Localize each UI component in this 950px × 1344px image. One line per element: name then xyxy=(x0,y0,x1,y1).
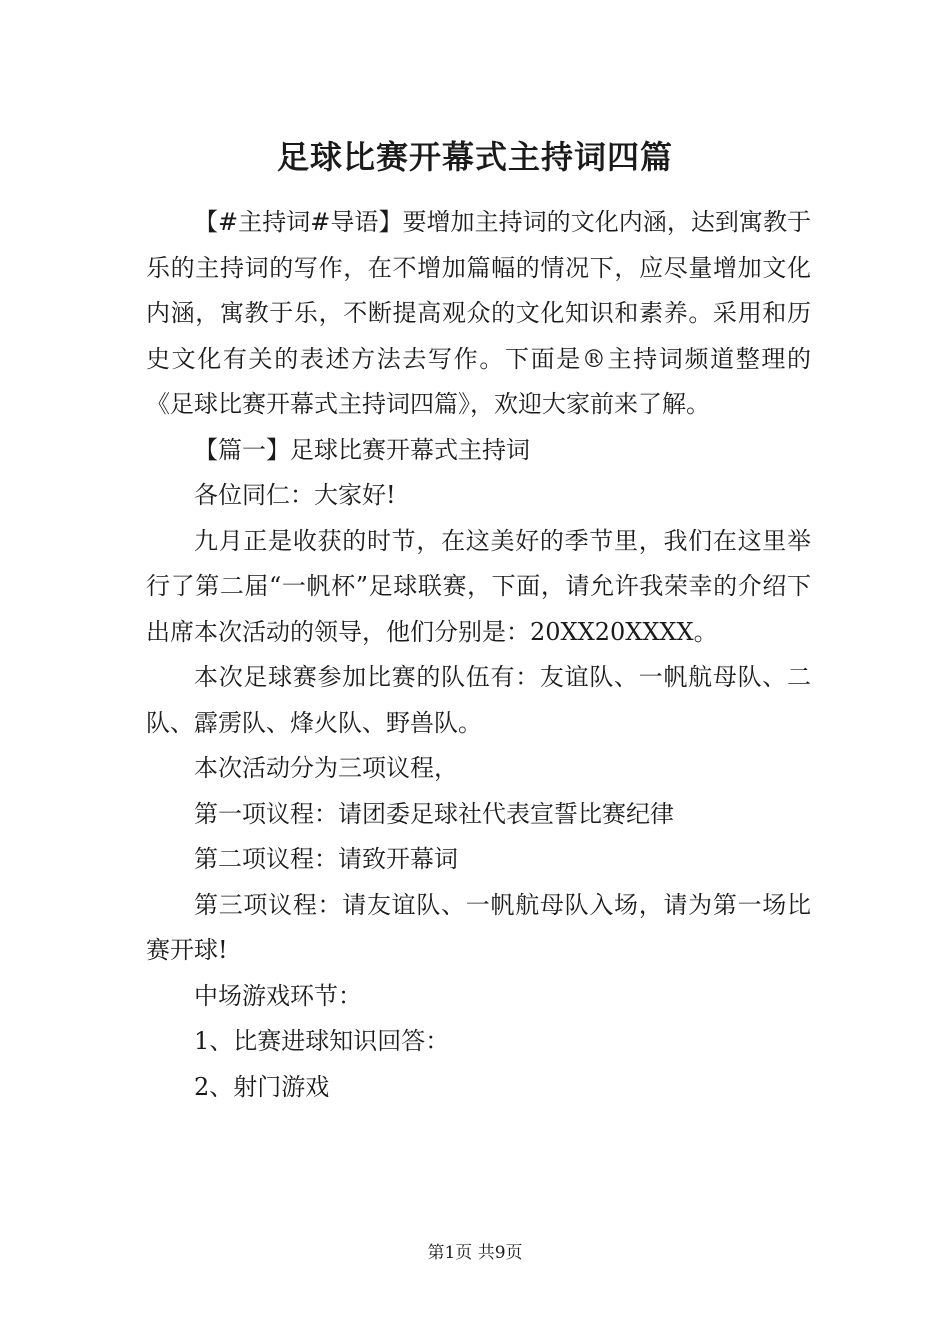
paragraph-item-1: 1、比赛进球知识回答： xyxy=(194,1027,450,1055)
document-body xyxy=(146,200,811,1110)
page-total: 共9页 xyxy=(477,1243,523,1263)
page-number: 第1页 xyxy=(427,1243,473,1263)
paragraph-agenda-3: 第三项议程：请友谊队、一帆航母队入场，请为第一场比赛开球! xyxy=(146,890,811,964)
paragraph-teams: 本次足球赛参加比赛的队伍有：友谊队、一帆航母队、二队、霹雳队、烽火队、野兽队。 xyxy=(146,663,811,737)
document-title: 足球比赛开幕式主持词四篇 xyxy=(276,138,673,176)
page-footer xyxy=(0,1240,950,1266)
paragraph-section-heading: 【篇一】足球比赛开幕式主持词 xyxy=(194,435,530,464)
paragraph-agenda-1: 第一项议程：请团委足球社代表宣誓比赛纪律 xyxy=(194,799,674,828)
paragraph-intro: 【#主持词#导语】要增加主持词的文化内涵，达到寓教于乐的主持词的写作，在不增加篇幅的情况下，应尽量增加文化内涵，寓教于乐，不断提高观众的文化知识和素养。采用和历史文化有关的表述方法去写作。下面是®主持词频道整理的《足球比赛开幕式主持词四篇》，欢迎大家前来了解。 xyxy=(146,208,811,418)
paragraph-greeting: 各位同仁：大家好! xyxy=(194,481,396,509)
paragraph-agenda-2: 第二项议程：请致开幕词 xyxy=(194,845,458,873)
paragraph-agenda-intro: 本次活动分为三项议程， xyxy=(194,754,458,782)
paragraph-item-2: 2、射门游戏 xyxy=(194,1072,330,1101)
paragraph-halftime: 中场游戏环节： xyxy=(194,981,362,1010)
paragraph-opening: 九月正是收获的时节，在这美好的季节里，我们在这里举行了第二届“一帆杯”足球联赛，下面，请允许我荣幸的介绍下出席本次活动的领导，他们分别是：20XX20XXXX。 xyxy=(146,526,811,646)
